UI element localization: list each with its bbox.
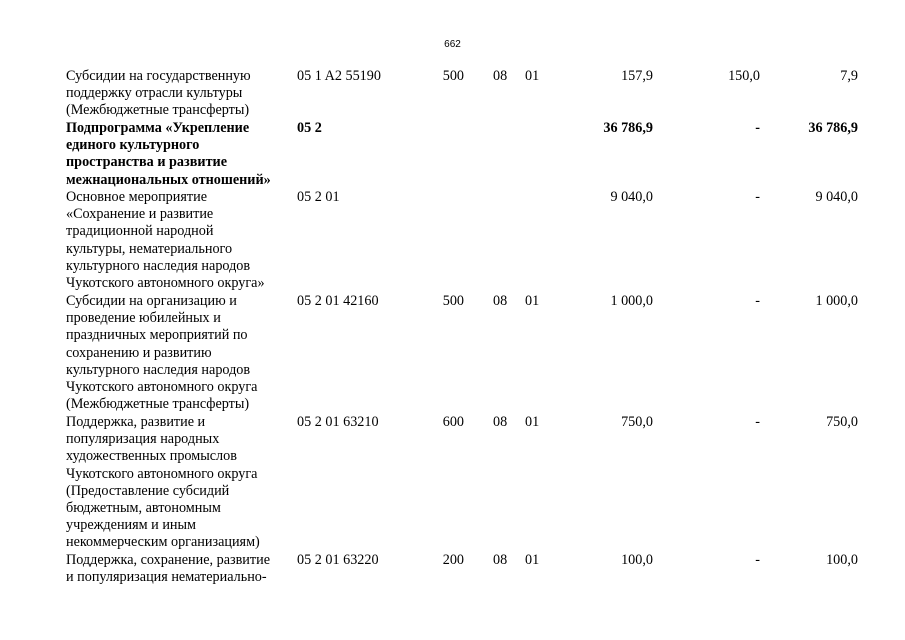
section-code: 08 <box>493 552 508 568</box>
row-name-line: Поддержка, сохранение, развитие <box>66 552 270 568</box>
amount-regional: 36 786,9 <box>808 120 858 136</box>
amount-total: 1 000,0 <box>610 293 653 309</box>
budget-code: 05 1 A2 55190 <box>297 68 381 84</box>
row-name-line: некоммерческим организациям) <box>66 534 260 551</box>
row-name-line: «Сохранение и развитие <box>66 206 214 223</box>
amount-total: 750,0 <box>621 414 653 430</box>
section-code: 08 <box>493 68 508 84</box>
amount-regional: 100,0 <box>826 552 858 568</box>
row-name-line: культуры, нематериального <box>66 240 233 257</box>
row-name-line: и популяризация нематериально- <box>66 569 267 586</box>
budget-code: 05 2 01 <box>297 189 340 205</box>
row-name-line: (Межбюджетные трансферты) <box>66 102 250 119</box>
row-name-line: сохранению и развитию <box>66 344 212 361</box>
amount-federal: 150,0 <box>728 68 760 84</box>
row-name-line: праздничных мероприятий по <box>66 327 248 344</box>
row-name <box>66 552 292 586</box>
row-name-line: проведение юбилейных и <box>66 310 221 327</box>
row-name-line: межнациональных отношений» <box>66 171 271 188</box>
row-name-line: Субсидии на организацию и <box>66 293 237 309</box>
expense-type: 200 <box>442 552 464 568</box>
row-name-line: поддержку отрасли культуры <box>66 85 243 102</box>
row-name-line: бюджетным, автономным <box>66 500 221 517</box>
row-name-line: культурного наследия народов <box>66 257 251 274</box>
amount-total: 36 786,9 <box>603 120 653 136</box>
row-name-line: Чукотского автономного округа» <box>66 275 265 292</box>
row-name-line: Чукотского автономного округа <box>66 465 258 482</box>
amount-federal: - <box>755 293 760 309</box>
subsection-code: 01 <box>525 293 540 309</box>
expense-type: 600 <box>442 414 464 430</box>
subsection-code: 01 <box>525 68 540 84</box>
row-name-line: пространства и развитие <box>66 154 228 171</box>
row-name <box>66 68 292 120</box>
amount-federal: - <box>755 414 760 430</box>
amount-total: 100,0 <box>621 552 653 568</box>
row-name-line: традиционной народной <box>66 223 214 240</box>
row-name <box>66 120 292 189</box>
section-code: 08 <box>493 414 508 430</box>
amount-federal: - <box>755 189 760 205</box>
amount-regional: 9 040,0 <box>815 189 858 205</box>
amount-federal: - <box>755 552 760 568</box>
amount-total: 157,9 <box>621 68 653 84</box>
row-name <box>66 189 292 292</box>
expense-type: 500 <box>442 293 464 309</box>
row-name-line: Основное мероприятие <box>66 189 207 205</box>
amount-federal: - <box>755 120 760 136</box>
row-name-line: Поддержка, развитие и <box>66 414 206 430</box>
row-name-line: (Предоставление субсидий <box>66 482 230 499</box>
budget-code: 05 2 01 63210 <box>297 414 379 430</box>
expense-type: 500 <box>442 68 464 84</box>
row-name <box>66 414 292 552</box>
row-name-line: культурного наследия народов <box>66 361 251 378</box>
row-name-line: Подпрограмма «Укрепление <box>66 120 250 136</box>
subsection-code: 01 <box>525 414 540 430</box>
amount-regional: 7,9 <box>840 68 858 84</box>
amount-regional: 1 000,0 <box>815 293 858 309</box>
row-name-line: популяризация народных <box>66 431 220 448</box>
row-name-line: единого культурного <box>66 137 200 154</box>
row-name-line: Субсидии на государственную <box>66 68 251 84</box>
row-name-line: Чукотского автономного округа <box>66 379 258 396</box>
row-name-line: (Межбюджетные трансферты) <box>66 396 250 413</box>
row-name-line: художественных промыслов <box>66 448 237 465</box>
budget-code: 05 2 01 63220 <box>297 552 379 568</box>
section-code: 08 <box>493 293 508 309</box>
budget-code: 05 2 <box>297 120 322 136</box>
row-name <box>66 293 292 413</box>
subsection-code: 01 <box>525 552 540 568</box>
row-name-line: учреждениям и иным <box>66 517 197 534</box>
amount-regional: 750,0 <box>826 414 858 430</box>
budget-code: 05 2 01 42160 <box>297 293 379 309</box>
amount-total: 9 040,0 <box>610 189 653 205</box>
page-number: 662 <box>444 39 461 50</box>
